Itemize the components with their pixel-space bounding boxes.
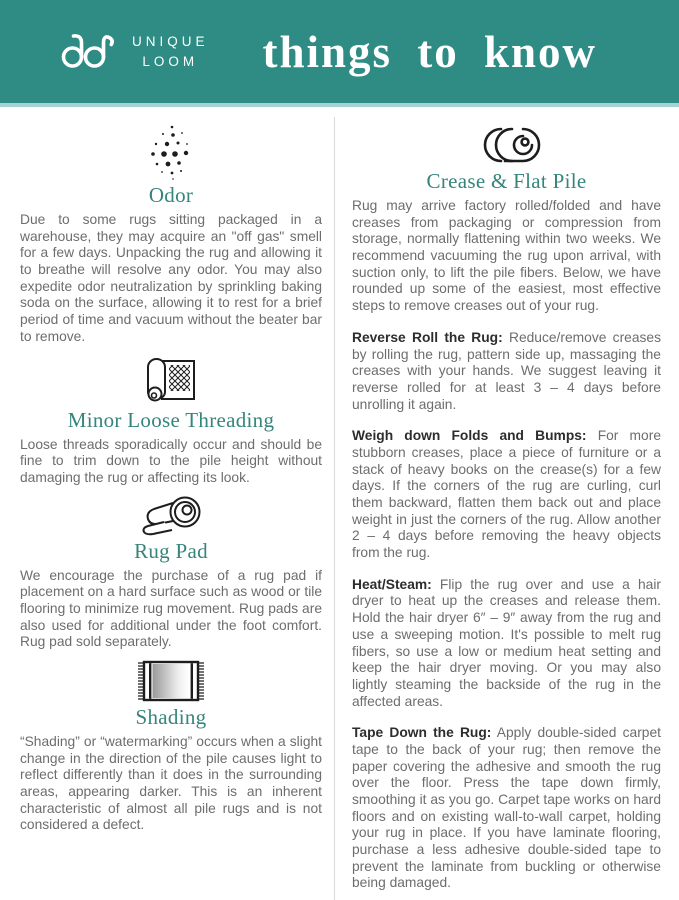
page-title: things to know bbox=[262, 26, 598, 77]
right-column bbox=[334, 117, 661, 900]
tip-lead-heat-steam: Heat/Steam: bbox=[352, 576, 432, 592]
tip-body-reverse-roll: Reduce/remove creases by rolling the rug, pattern side up, massaging the creases with your hands. We suggest leaving it reverse rolled for at least 3 – 4 days before unrolling it again. bbox=[352, 329, 661, 412]
tip-heat-steam bbox=[352, 577, 661, 711]
section-heading-odor: Odor bbox=[148, 183, 194, 207]
tip-lead-weigh-down: Weigh down Folds and Bumps: bbox=[352, 428, 587, 444]
section-heading-crease: Crease & Flat Pile bbox=[426, 169, 587, 193]
section-rug-pad bbox=[20, 495, 322, 651]
section-minor-loose-threading bbox=[20, 354, 322, 487]
section-heading-threading: Minor Loose Threading bbox=[67, 407, 275, 432]
tip-body-tape-down: Apply double-sided carpet tape to the back of your rug; then remove the paper covering the adhesive and smooth the rug over the floor. Press the tape down firmly, smoothing it as you go. Carpet tape works on hard floors and on existing wall-to-wall carpet, holding your rug in place. If you have laminate flooring, purchase a less adhesive double-sided tape to prevent the laminate from buckling or otherwise being damaged. bbox=[352, 725, 661, 891]
tip-body-heat-steam: Flip the rug over and use a hair dryer to heat up the creases and release them. Hold the hair dryer 6″ – 9″ away from the rug and use a sweeping motion. It's possible to melt rug fibers, so use a low or medium heat setting and keep the hair dryer moving. Or you may also lightly steaming the backside of the rug in the affected areas. bbox=[352, 576, 661, 709]
brand-name-line1: UNIQUE bbox=[132, 33, 209, 49]
section-body-crease: Rug may arrive factory rolled/folded and have creases from packaging or compression from storage, normally flattening within two weeks. We recommend vacuuming the rug upon arrival, with suction only, to lift the pile fibers. Below, we have rounded up some of the easiest, most effective steps to remove creases out of your rug. bbox=[352, 198, 661, 314]
header-banner bbox=[0, 0, 679, 107]
tip-reverse-roll bbox=[352, 330, 661, 413]
rolled-rug-icon bbox=[20, 354, 322, 406]
brand-name bbox=[132, 32, 209, 71]
section-body-odor: Due to some rugs sitting packaged in a warehouse, they may acquire an "off gas" smell for a few days. Unpacking the rug and allowing it to breathe will resolve any odor. You may also expedite odor neutralization by sprinkling baking soda on the surface, allowing it to rest for a brief period of time and vacuum without the beater bar to remove. bbox=[20, 212, 322, 344]
section-shading bbox=[20, 659, 322, 834]
left-column bbox=[20, 117, 322, 900]
odor-dots-icon bbox=[20, 123, 322, 181]
section-body-rug-pad: We encourage the purchase of a rug pad if placement on a hard surface such as wood or tile flooring to minimize rug movement. Rug pads are also used for additional under the foot comfort. Rug pad sold separately. bbox=[20, 567, 322, 650]
section-crease-flat-pile bbox=[352, 123, 661, 315]
section-body-shading: “Shading” or “watermarking” occurs when a slight change in the direction of the pile causes light to reflect differently than it does in the surrounding areas, appearing darker. This is an inherent characteristic of almost all pile rugs and is not considered a defect. bbox=[20, 734, 322, 833]
tip-lead-reverse-roll: Reverse Roll the Rug: bbox=[352, 329, 503, 345]
shaded-rug-icon bbox=[20, 659, 322, 703]
section-heading-rug-pad: Rug Pad bbox=[134, 538, 208, 563]
tip-tape-down bbox=[352, 725, 661, 892]
section-odor bbox=[20, 123, 322, 346]
rug-pad-roll-icon bbox=[20, 495, 322, 537]
brand-name-line2: LOOM bbox=[142, 53, 199, 69]
tip-body-weigh-down: For more stubborn creases, place a piece of furniture or a stack of heavy books on the crease(s) for a few days. If the corners of the rug are curling, curl them backward, flatten them back out and place weight in just the corners of the rug. Allow another 2 – 4 days before removing the heavy objects from the rug. bbox=[352, 428, 661, 561]
section-heading-shading: Shading bbox=[135, 705, 207, 729]
section-body-threading: Loose threads sporadically occur and should be fine to trim down to the pile height without damaging the rug or affecting its look. bbox=[20, 436, 322, 485]
unique-loom-logo-icon bbox=[60, 29, 118, 74]
brand bbox=[60, 29, 209, 74]
tip-lead-tape-down: Tape Down the Rug: bbox=[352, 725, 492, 741]
tip-weigh-down bbox=[352, 428, 661, 562]
crease-roll-icon bbox=[352, 123, 661, 167]
content-area bbox=[0, 107, 679, 900]
